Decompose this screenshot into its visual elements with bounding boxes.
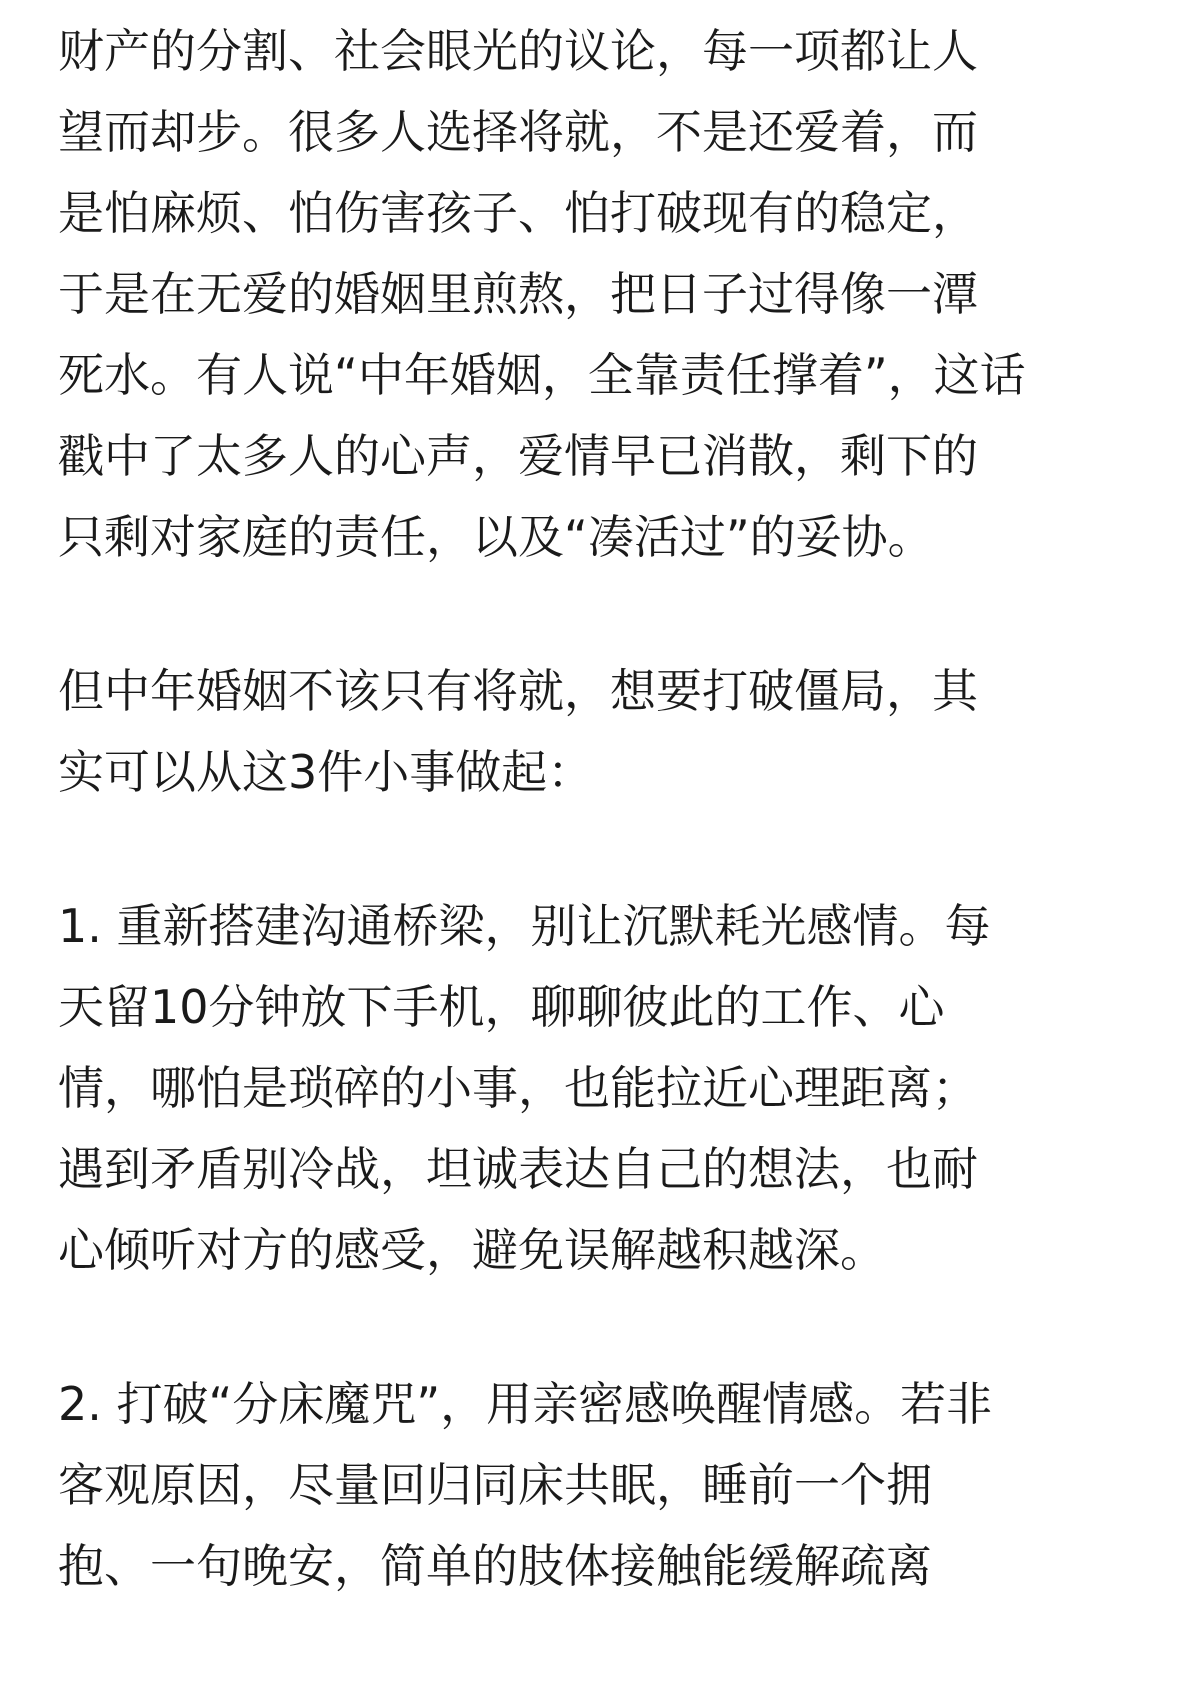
paragraph-3 [58, 886, 1128, 1291]
text-line: 天留10分钟放下手机，聊聊彼此的工作、心 [58, 980, 945, 1034]
text-line: 2. 打破“分床魔咒”，用亲密感唤醒情感。若非 [58, 1377, 993, 1431]
paragraph-spacer [58, 813, 1128, 886]
text-line: 于是在无爱的婚姻里煎熬，把日子过得像一潭 [58, 267, 978, 321]
text-line: 心倾听对方的感受，避免误解越积越深。 [58, 1223, 886, 1277]
text-line: 是怕麻烦、怕伤害孩子、怕打破现有的稳定， [58, 186, 978, 240]
text-line: 戳中了太多人的心声，爱情早已消散，剩下的 [58, 429, 978, 483]
text-line: 实可以从这3件小事做起： [58, 745, 594, 799]
text-line: 遇到矛盾别冷战，坦诚表达自己的想法，也耐 [58, 1142, 978, 1196]
text-line: 情，哪怕是琐碎的小事，也能拉近心理距离； [58, 1061, 978, 1115]
text-line: 望而却步。很多人选择将就，不是还爱着，而 [58, 105, 978, 159]
paragraph-4 [58, 1364, 1128, 1607]
paragraph-1 [58, 11, 1128, 578]
article-body [58, 0, 1128, 1607]
paragraph-spacer [58, 1291, 1128, 1364]
text-line: 抱、一句晚安，简单的肢体接触能缓解疏离 [58, 1539, 932, 1593]
text-line: 客观原因，尽量回归同床共眠，睡前一个拥 [58, 1458, 932, 1512]
paragraph-2 [58, 651, 1128, 813]
paragraph-spacer [58, 578, 1128, 651]
text-line: 1. 重新搭建沟通桥梁，别让沉默耗光感情。每 [58, 899, 991, 953]
text-line: 只剩对家庭的责任，以及“凑活过”的妥协。 [58, 510, 934, 564]
text-line: 财产的分割、社会眼光的议论，每一项都让人 [58, 24, 978, 78]
text-line: 但中年婚姻不该只有将就，想要打破僵局，其 [58, 664, 978, 718]
text-line: 死水。有人说“中年婚姻，全靠责任撑着”，这话 [58, 348, 1026, 402]
